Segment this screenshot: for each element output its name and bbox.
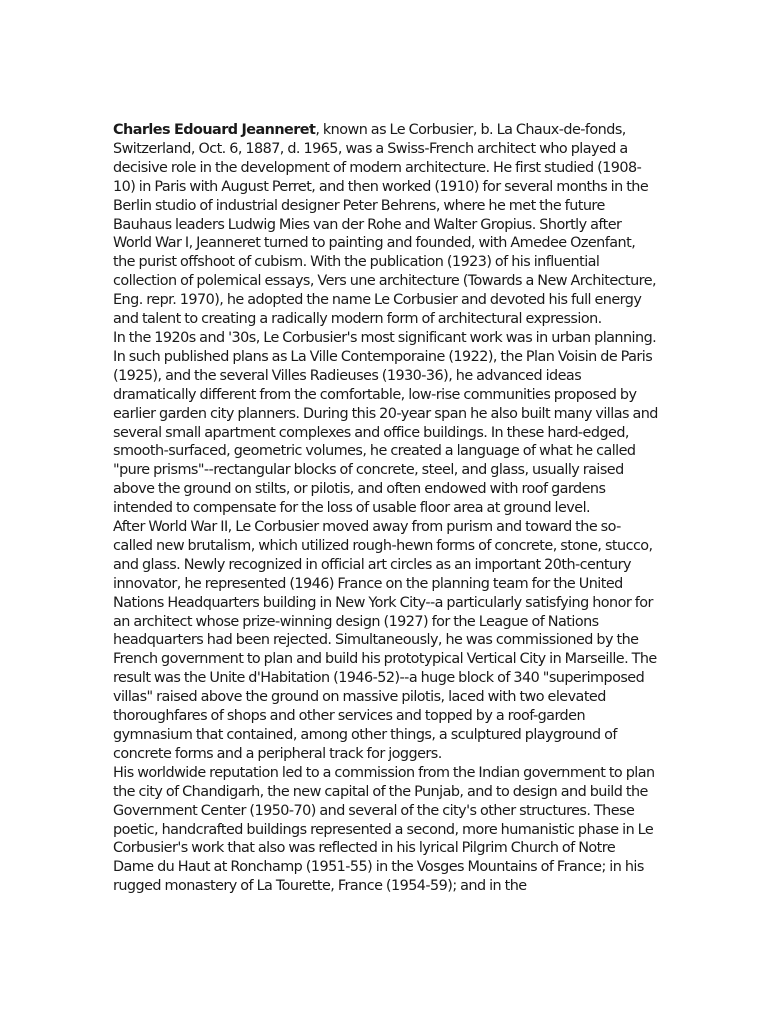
- paragraph-urban-planning: In the 1920s and '30s, Le Corbusier's most significant work was in urban planning. In such published plans as La Ville Contemporaine (1922), the Plan Voisin de Paris (1925), and the several Villes Radieuses (1930-36), he advanced ideas dramatically different from the comfortable, low-rise communities proposed by earlier garden city planners. During this 20-year span he also built many villas and several small apartment complexes and office buildings. In these hard-edged, smooth-surfaced, geometric volumes, he created a language of what he called "pure prisms"--rectangular blocks of concrete, steel, and glass, usually raised above the ground on stilts, or pilotis, and often endowed with roof gardens intended to compensate for the loss of usable floor area at ground level.: [113, 329, 658, 517]
- paragraph-postwar: After World War II, Le Corbusier moved away from purism and toward the so-called new brutalism, which utilized rough-hewn forms of concrete, stone, stucco, and glass. Newly recognized in official art circles as an important 20th-century innovator, he represented (1946) France on the planning team for the United Nations Headquarters building in New York City--a particularly satisfying honor for an architect whose prize-winning design (1927) for the League of Nations headquarters had been rejected. Simultaneously, he was commissioned by the French government to plan and build his prototypical Vertical City in Marseille. The result was the Unite d'Habitation (1946-52)--a huge block of 340 "superimposed villas" raised above the ground on massive pilotis, laced with two elevated thoroughfares of shops and other services and topped by a roof-garden gymnasium that contained, among other things, a sculptured playground of concrete forms and a peripheral track for joggers.: [113, 519, 657, 762]
- paragraph-chandigarh: His worldwide reputation led to a commission from the Indian government to plan the city of Chandigarh, the new capital of the Punjab, and to design and build the Government Center (1950-70) and several of the city's other structures. These poetic, handcrafted buildings represented a second, more humanistic phase in Le Corbusier's work that also was reflected in his lyrical Pilgrim Church of Notre Dame du Haut at Ronchamp (1951-55) in the Vosges Mountains of France; in his rugged monastery of La Tourette, France (1954-59); and in the: [113, 764, 655, 895]
- article-body: [113, 121, 658, 896]
- paragraph-intro-text: , known as Le Corbusier, b. La Chaux-de-fonds, Switzerland, Oct. 6, 1887, d. 1965, was a Swiss-French architect who played a decisive role in the development of modern architecture. He first studied (1908-10) in Paris with August Perret, and then worked (1910) for several months in the Berlin studio of industrial designer Peter Behrens, where he met the future Bauhaus leaders Ludwig Mies van der Rohe and Walter Gropius. Shortly after World War I, Jeanneret turned to painting and founded, with Amedee Ozenfant, the purist offshoot of cubism. With the publication (1923) of his influential collection of polemical essays, Vers une architecture (Towards a New Architecture, Eng. repr. 1970), he adopted the name Le Corbusier and devoted his full energy and talent to creating a radically modern form of architectural expression.: [113, 122, 657, 328]
- paragraph-intro: [113, 121, 658, 329]
- subject-name: Charles Edouard Jeanneret: [113, 122, 316, 138]
